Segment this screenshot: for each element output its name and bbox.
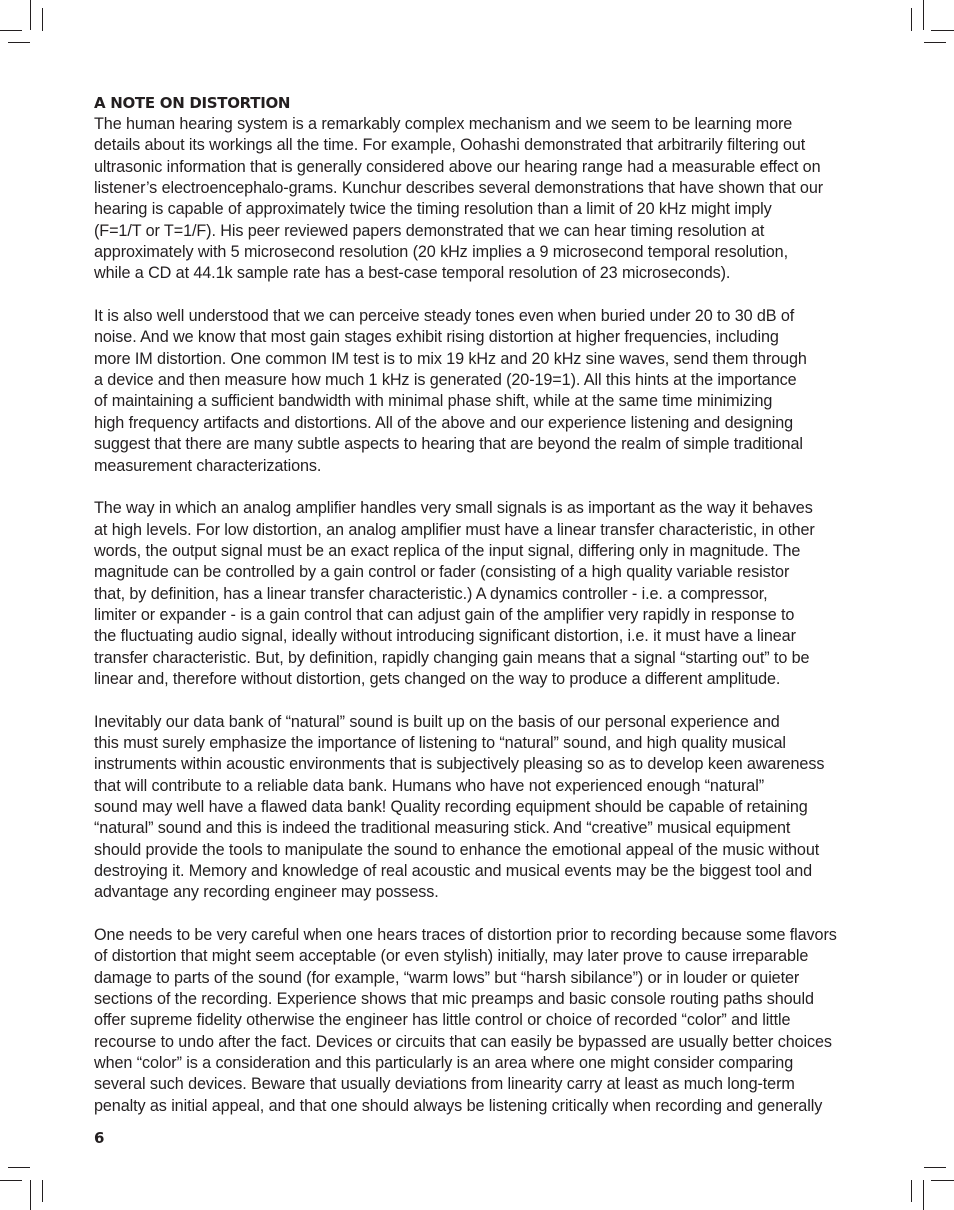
text-line: this must surely emphasize the importance of listening to “natural” sound, and high quality musical xyxy=(94,733,786,752)
text-line: damage to parts of the sound (for example, “warm lows” but “harsh sibilance”) or in louder or quieter xyxy=(94,968,800,987)
text-line: penalty as initial appeal, and that one should always be listening critically when recording and generally xyxy=(94,1096,823,1115)
text-line: instruments within acoustic environments that is subjectively pleasing so as to develop keen awareness xyxy=(94,755,825,774)
paragraph-1 xyxy=(94,114,866,285)
text-line: offer supreme fidelity otherwise the engineer has little control or choice of recorded “color” and little xyxy=(94,1011,791,1030)
text-line: while a CD at 44.1k sample rate has a best-case temporal resolution of 23 microseconds). xyxy=(94,264,731,283)
text-line: linear and, therefore without distortion, gets changed on the way to produce a different amplitude. xyxy=(94,669,781,688)
text-line: at high levels. For low distortion, an analog amplifier must have a linear transfer characteristic, in other xyxy=(94,520,815,539)
text-line: of maintaining a sufficient bandwidth with minimal phase shift, while at the same time minimizing xyxy=(94,392,773,411)
crop-mark-top-left-horizontal-inner xyxy=(8,42,30,43)
text-line: sections of the recording. Experience shows that mic preamps and basic console routing paths should xyxy=(94,990,814,1009)
text-line: of distortion that might seem acceptable (or even stylish) initially, may later prove to cause irreparable xyxy=(94,947,809,966)
crop-mark-top-right-horizontal-inner xyxy=(924,42,946,43)
crop-mark-top-left-horizontal-outer xyxy=(0,30,22,31)
text-line: recourse to undo after the fact. Devices or circuits that can easily be bypassed are usually better choices xyxy=(94,1032,832,1051)
crop-mark-bottom-left-horizontal-inner xyxy=(8,1167,30,1168)
text-line: advantage any recording engineer may possess. xyxy=(94,883,439,902)
section-heading: A NOTE ON DISTORTION xyxy=(94,94,291,112)
text-line: more IM distortion. One common IM test is to mix 19 kHz and 20 kHz sine waves, send them through xyxy=(94,349,807,368)
text-line: destroying it. Memory and knowledge of real acoustic and musical events may be the biggest tool and xyxy=(94,862,813,881)
page-number: 6 xyxy=(94,1129,105,1147)
crop-mark-top-right-vertical-outer xyxy=(923,0,924,30)
text-line: words, the output signal must be an exact replica of the input signal, differing only in magnitude. The xyxy=(94,541,801,560)
text-line: transfer characteristic. But, by definition, rapidly changing gain means that a signal “starting out” to be xyxy=(94,648,810,667)
crop-mark-bottom-right-vertical-outer xyxy=(923,1180,924,1210)
document-page xyxy=(94,92,866,1139)
paragraph-5 xyxy=(94,925,866,1117)
crop-mark-top-left-vertical-outer xyxy=(30,0,31,30)
text-line: a device and then measure how much 1 kHz is generated (20-19=1). All this hints at the importance xyxy=(94,371,797,390)
text-line: sound may well have a flawed data bank! Quality recording equipment should be capable of retaining xyxy=(94,798,808,816)
text-line: the fluctuating audio signal, ideally without introducing significant distortion, i.e. it must have a linear xyxy=(94,627,796,646)
crop-mark-bottom-right-horizontal-outer xyxy=(931,1180,954,1181)
paragraph-3 xyxy=(94,498,866,690)
text-line: when “color” is a consideration and this particularly is an area where one might consider comparing xyxy=(94,1054,794,1073)
text-line: “natural” sound and this is indeed the traditional measuring stick. And “creative” musical equipment xyxy=(94,819,791,838)
text-line: The way in which an analog amplifier handles very small signals is as important as the way it behaves xyxy=(94,499,813,518)
paragraph-4 xyxy=(94,712,866,904)
text-line: The human hearing system is a remarkably complex mechanism and we seem to be learning more xyxy=(94,115,793,133)
crop-mark-top-right-vertical-inner xyxy=(911,8,912,31)
crop-mark-bottom-left-vertical-outer xyxy=(30,1180,31,1210)
crop-mark-bottom-right-vertical-inner xyxy=(911,1180,912,1202)
text-line: approximately with 5 microsecond resolution (20 kHz implies a 9 microsecond temporal resolution, xyxy=(94,243,788,262)
crop-mark-bottom-right-horizontal-inner xyxy=(924,1167,946,1168)
text-line: (F=1/T or T=1/F). His peer reviewed papers demonstrated that we can hear timing resolution at xyxy=(94,221,765,240)
text-line: measurement characterizations. xyxy=(94,456,322,475)
text-line: should provide the tools to manipulate the sound to enhance the emotional appeal of the music without xyxy=(94,840,820,859)
crop-mark-top-left-vertical-inner xyxy=(42,8,43,31)
text-line: One needs to be very careful when one hears traces of distortion prior to recording because some flavors xyxy=(94,926,837,945)
text-line: that, by definition, has a linear transfer characteristic.) A dynamics controller - i.e. a compressor, xyxy=(94,584,768,603)
text-line: suggest that there are many subtle aspects to hearing that are beyond the realm of simple traditional xyxy=(94,435,803,454)
text-line: magnitude can be controlled by a gain control or fader (consisting of a high quality variable resistor xyxy=(94,563,790,582)
text-line: several such devices. Beware that usually deviations from linearity carry at least as much long-term xyxy=(94,1075,795,1094)
text-line: high frequency artifacts and distortions. All of the above and our experience listening and designing xyxy=(94,413,794,432)
crop-mark-bottom-left-horizontal-outer xyxy=(0,1180,22,1181)
text-line: hearing is capable of approximately twice the timing resolution than a limit of 20 kHz might imply xyxy=(94,200,772,219)
body-text xyxy=(94,114,866,1117)
text-line: listener’s electroencephalo-grams. Kunchur describes several demonstrations that have shown that our xyxy=(94,179,824,198)
text-line: limiter or expander - is a gain control that can adjust gain of the amplifier very rapidly in response to xyxy=(94,605,795,624)
crop-mark-top-right-horizontal-outer xyxy=(931,30,954,31)
text-line: details about its workings all the time. For example, Oohashi demonstrated that arbitrarily filtering out xyxy=(94,136,806,155)
crop-mark-bottom-left-vertical-inner xyxy=(42,1180,43,1202)
text-line: ultrasonic information that is generally considered above our hearing range had a measurable effect on xyxy=(94,157,821,176)
text-line: that will contribute to a reliable data bank. Humans who have not experienced enough “natural” xyxy=(94,776,764,795)
text-line: It is also well understood that we can perceive steady tones even when buried under 20 to 30 dB of xyxy=(94,307,795,326)
text-line: Inevitably our data bank of “natural” sound is built up on the basis of our personal experience and xyxy=(94,712,780,731)
paragraph-2 xyxy=(94,306,866,477)
text-line: noise. And we know that most gain stages exhibit rising distortion at higher frequencies, including xyxy=(94,328,779,347)
